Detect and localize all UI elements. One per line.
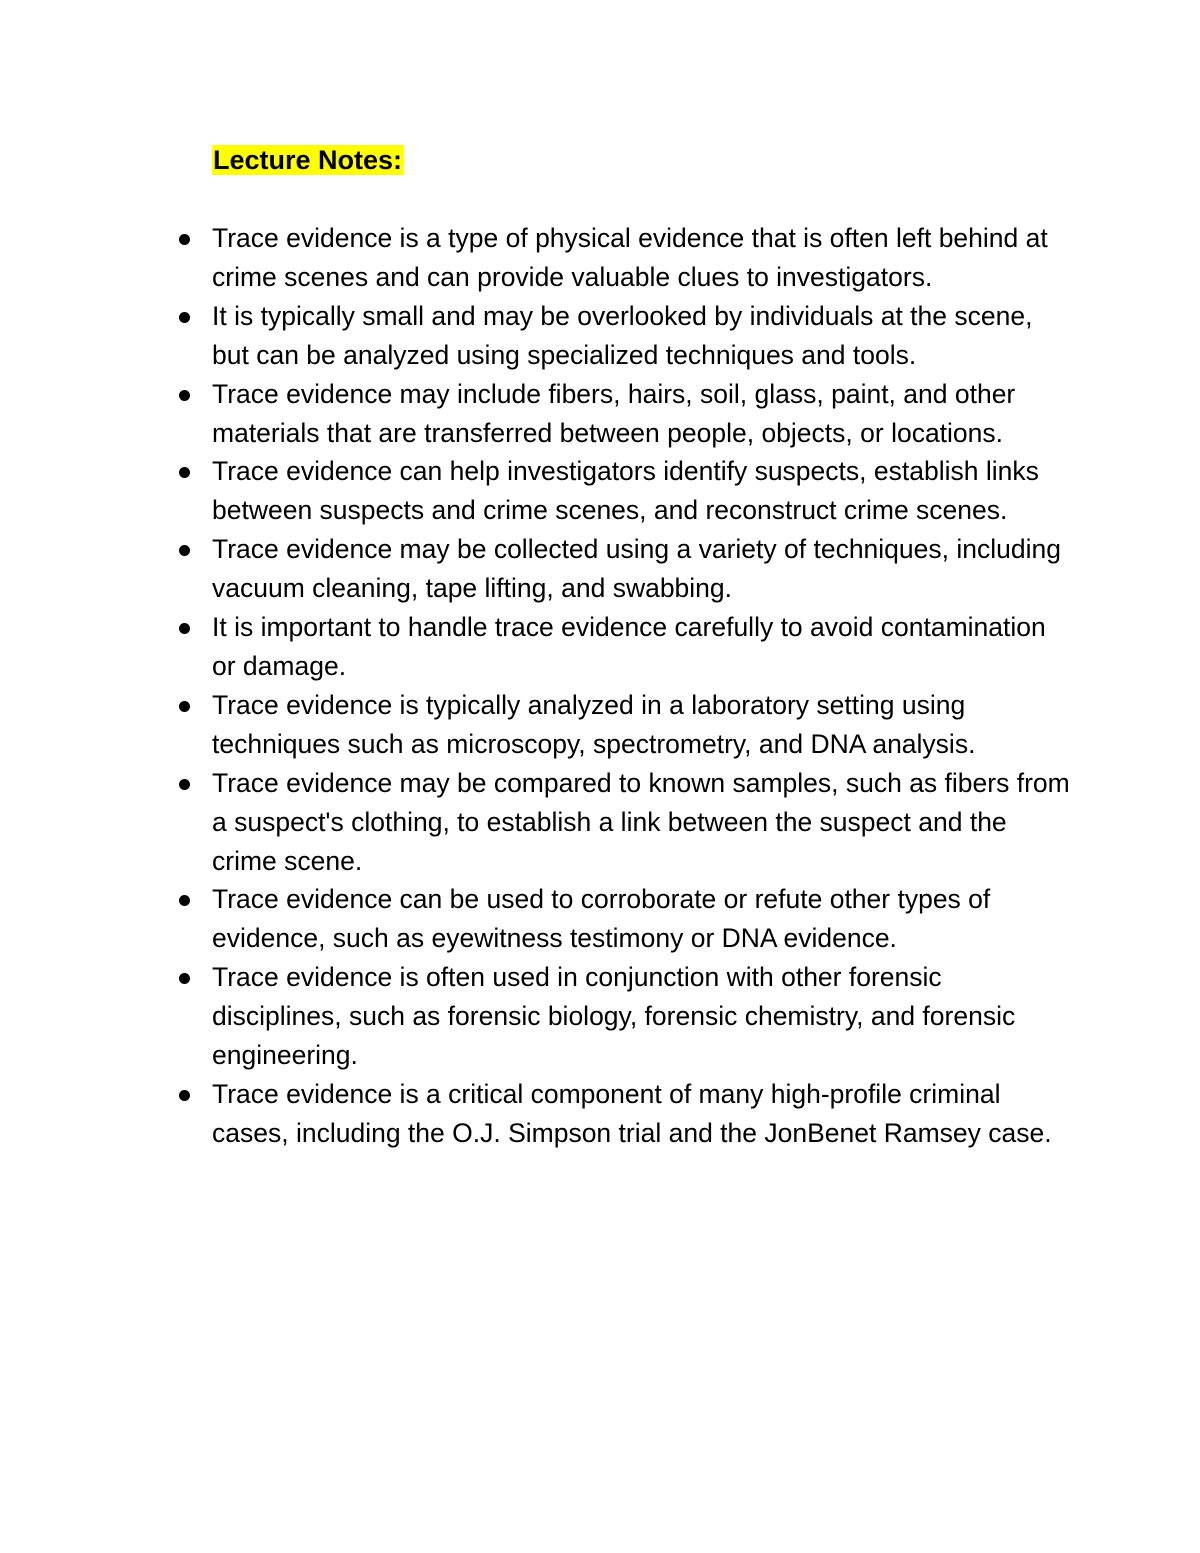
- bullet-icon: [179, 545, 190, 556]
- list-item: [212, 452, 1072, 530]
- list-item: [212, 1075, 1072, 1153]
- list-item: [212, 880, 1072, 958]
- list-item-text: Trace evidence can be used to corroborate or refute other types of evidence, such as eyewitness testimony or DNA evidence.: [212, 884, 991, 954]
- list-item: [212, 764, 1072, 881]
- bullet-icon: [179, 312, 190, 323]
- list-item-text: Trace evidence is typically analyzed in a laboratory setting using techniques such as microscopy, spectrometry, and DNA analysis.: [212, 689, 976, 759]
- bullet-icon: [179, 467, 190, 478]
- page-title: [212, 141, 403, 179]
- list-item-text: Trace evidence is a type of physical evidence that is often left behind at crime scenes and can provide valuable clues to investigators.: [212, 223, 1048, 292]
- list-item-text: Trace evidence is a critical component of many high-profile criminal cases, including the O.J. Simpson trial and the JonBenet Ramsey case.: [212, 1078, 1052, 1148]
- list-item: [212, 375, 1072, 453]
- list-item-text: It is important to handle trace evidence carefully to avoid contamination or damage.: [212, 612, 1046, 681]
- list-item: [212, 686, 1072, 764]
- list-item-text: Trace evidence may be compared to known samples, such as fibers from a suspect's clothing, to establish a link between the suspect and the crime scene.: [212, 767, 1070, 876]
- bullet-icon: [179, 623, 190, 634]
- list-item-text: It is typically small and may be overlooked by individuals at the scene, but can be analyzed using specialized techniques and tools.: [212, 300, 1033, 370]
- bullet-icon: [179, 1090, 190, 1101]
- list-item: [212, 530, 1072, 608]
- bullet-icon: [179, 234, 190, 245]
- list-item: [212, 297, 1072, 375]
- lecture-notes-list: [212, 219, 1072, 1153]
- list-item: [212, 958, 1072, 1075]
- bullet-icon: [179, 779, 190, 790]
- list-item-text: Trace evidence is often used in conjunction with other forensic disciplines, such as forensic biology, forensic chemistry, and forensic engineering.: [212, 962, 1016, 1071]
- highlighted-heading-text: Lecture Notes:: [213, 145, 403, 175]
- bullet-icon: [179, 973, 190, 984]
- list-item: [212, 219, 1072, 297]
- bullet-icon: [179, 390, 190, 401]
- list-item-text: Trace evidence may be collected using a variety of techniques, including vacuum cleaning, tape lifting, and swabbing.: [212, 534, 1061, 604]
- list-item-text: Trace evidence may include fibers, hairs, soil, glass, paint, and other materials that are transferred between people, objects, or locations.: [212, 378, 1016, 448]
- list-item: [212, 608, 1072, 686]
- bullet-icon: [179, 701, 190, 712]
- list-item-text: Trace evidence can help investigators identify suspects, establish links between suspects and crime scenes, and reconstruct crime scenes.: [212, 456, 1039, 526]
- bullet-icon: [179, 895, 190, 906]
